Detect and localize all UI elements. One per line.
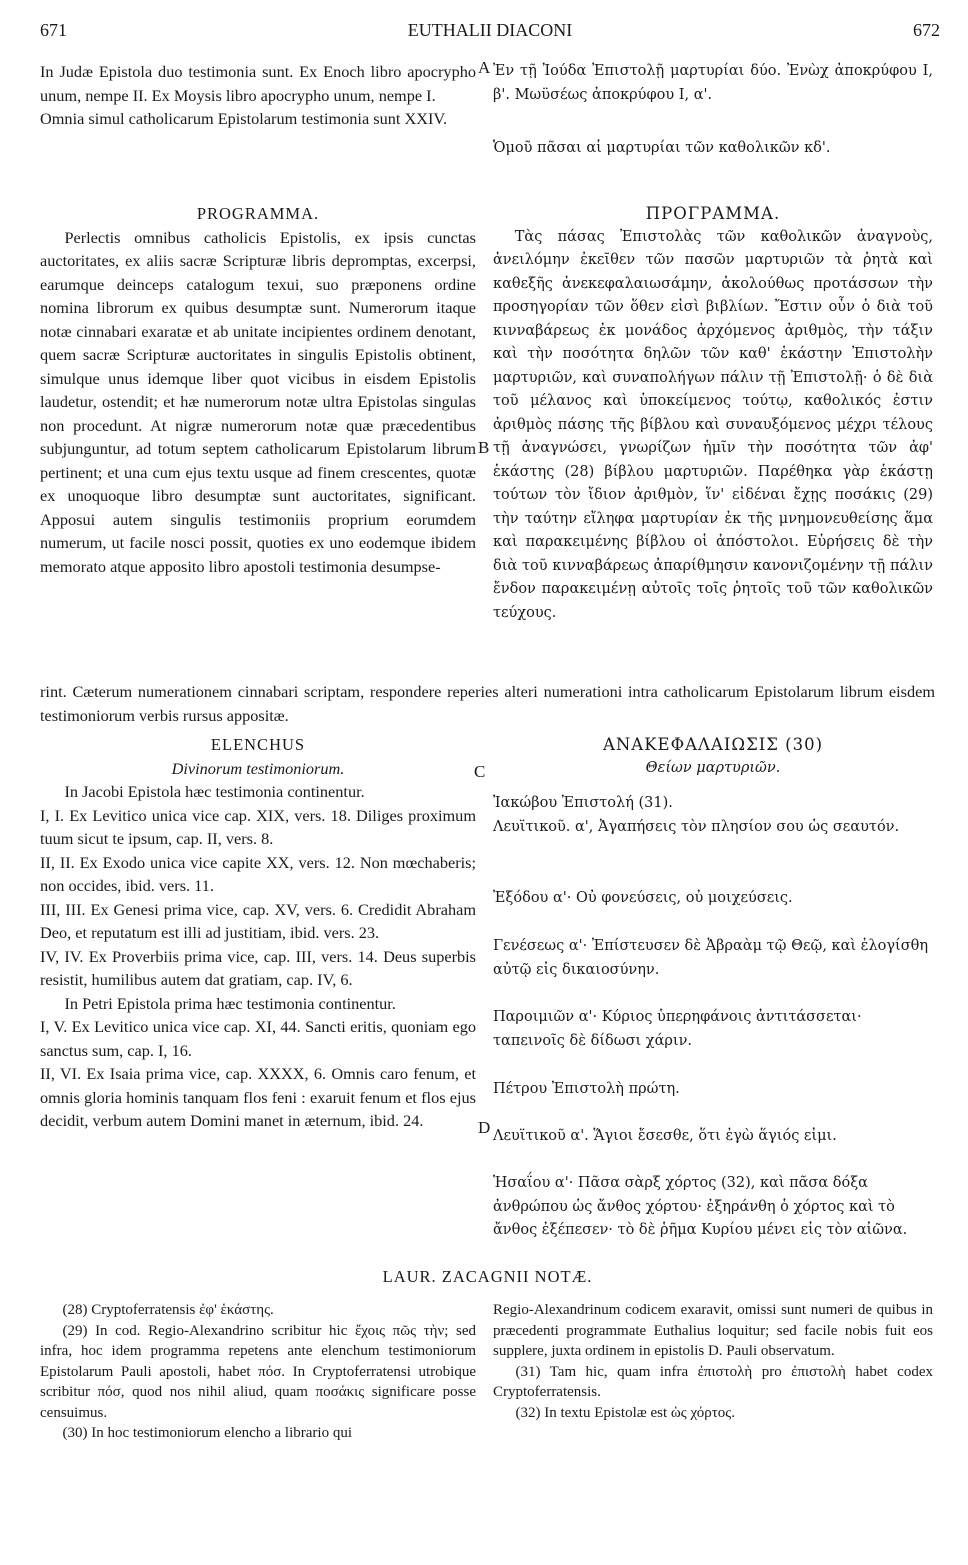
running-title: EUTHALII DIACONI bbox=[407, 20, 573, 40]
programma-greek-text: Τὰς πάσας Ἐπιστολὰς τῶν καθολικῶν ἀναγνοὺς, ἀνειλόμην ἐκεῖθεν τῶν πασῶν μαρτυριῶν τὰ ῥητὰ καὶ καθεξῆς ἀνεκεφαλαιωσάμην, ἀκολούθως προτάσσων τὴν προσηγορίαν τῶν ὅθεν εἰσὶ βιβλίων. Ἔστιν οὖν ὁ διὰ τοῦ κινναβάρεως ἐκ μονάδος ἀρχόμενος ἀριθμὸς, τὴν τάξιν καὶ τὴν ποσότητα δηλῶν τῶν καθ' ἑκάστην Ἐπιστολὴν μαρτυριῶν, καὶ συναπολήγων πάλιν τῇ Ἐπιστολῇ· ὁ δὲ διὰ τοῦ μέλανος καὶ ὑποκείμενος τούτῳ, καθολικός ἐστιν ἀριθμὸς πάσης τῆς βίβλου καὶ συναυξόμενος μέχρι τέλους τῇ ἀναγνώσει, γνωρίζων ἡμῖν τὴν ποσότητα τῶν ἀφ' ἑκάστης (28) βίβλου μαρτυριῶν. Παρέθηκα γὰρ ἑκάστῃ τούτων τὸν ἴδιον ἀριθμὸν, ἵν' εἰδέναι ἔχῃς ποσάκις (29) τὴν ταύτην εἴληφα μαρτυρίαν ἐκ τῆς μνημονευθείσης ἅμα καὶ παρακειμένης βίβλου οἱ ἀπόστολοι. Εὑρήσεις δὲ τὴν διὰ τοῦ κινναβάρεως ἀπαρίθμησιν κανονιζομένην τῇ πάλιν ἔνδον παρακειμένῃ αὐτοῖς τοῖς ῥητοῖς τοῦ τῶν καθολικῶν τεύχους. bbox=[493, 228, 933, 621]
note-item: (31) Tam hic, quam infra ἐπιστολὴ pro ἐπιστολὴ habet codex Cryptoferratensis. bbox=[493, 1363, 933, 1400]
elenchus-latin-entry: II, VI. Ex Isaia prima vice, cap. XXXX, 6. Omnis caro fenum, et omnis gloria hominis tanquam flos feni : exaruit fenum et flos ejus decidit, verbum autem Domini manet in æternum, ibid. 24. bbox=[40, 1064, 476, 1130]
elenchus-greek-entry: Γενέσεως α'· Ἐπίστευσεν δὲ Ἀβραὰμ τῷ Θεῷ, καὶ ἐλογίσθη αὐτῷ εἰς δικαιοσύνην. bbox=[493, 938, 929, 978]
programma-greek-title: ΠΡΟΓΡΑΜΜΑ. bbox=[645, 204, 781, 223]
latin-top-paragraph: Omnia simul catholicarum Epistolarum testimonia sunt XXIV. bbox=[40, 109, 448, 128]
elenchus-latin-entry: In Petri Epistola prima hæc testimonia continentur. bbox=[64, 993, 396, 1013]
elenchus-latin-entry: III, III. Ex Genesi prima vice, cap. XV, vers. 6. Credidit Abraham Deo, et reputatum est illi ad justitiam, ibid. vers. 23. bbox=[40, 899, 476, 942]
note-item: (29) In cod. Regio-Alexandrino scribitur hic ἔχοις πῶς τὴν; sed infra, hoc idem programma repetens ante elenchum testimoniorum Epistolarum Pauli apostoli, habet πόσ. In Cryptoferratensi utrobique scribitur πόσ, quod nos nihil aliud, quam ποσάκις significare posse censuimus. bbox=[40, 1322, 476, 1421]
programma-continuation-text: rint. Cæterum numerationem cinnabari scriptam, respondere reperies alteri numerationi intra catholicarum Epistolarum librum eisdem testimoniorum verbis rursus appositæ. bbox=[40, 682, 935, 725]
notes-title: LAUR. ZACAGNII NOTÆ. bbox=[382, 1267, 593, 1286]
running-header bbox=[40, 20, 940, 46]
elenchus-latin-entry: II, II. Ex Exodo unica vice capite XX, vers. 12. Non mœchaberis; non occides, ibid. vers. 11. bbox=[40, 852, 476, 895]
programma-continuation bbox=[40, 680, 935, 727]
note-item: (30) In hoc testimoniorum elencho a librario qui bbox=[62, 1425, 353, 1441]
greek-top-paragraph: Ἐν τῇ Ἰούδα Ἐπιστολῇ μαρτυρίαι δύο. Ἐνὼχ ἀποκρύφου I, β'. Μωϋσέως ἀποκρύφου I, α'. bbox=[493, 63, 933, 103]
margin-marker-c: C bbox=[474, 762, 486, 781]
elenchus-latin-title: ELENCHUS bbox=[210, 735, 306, 754]
margin-marker-d: D bbox=[478, 1118, 491, 1137]
programma-latin-text: Perlectis omnibus catholicis Epistolis, ex ipsis cunctas auctoritates, ex aliis sacræ Scripturæ libris depromptas, excerpsi, earumque deinceps catalogum texui, suo præponens ordine nomina librorum ex quibus desumptæ sunt. Numerorum itaque notæ cinnabari exaratæ et ab unitate incipientes ordinem denotant, quem sacræ Scripturæ auctoritates in singulis Epistolis obtinent, simulque unus idemque liber quot vicibus in eisdem Epistolis laudetur, ostendit; et hæ numerorum notæ ultra Epistolas singulas non procedunt. At nigræ numerorum notæ quæ præcedentibus subjunguntur, ad totum septem catholicarum Epistolarum librum pertinent; et una cum ejus textu usque ad finem crescentes, quotæ ex unoquoque libro desumptæ sunt auctoritates, significant. Apposui autem singulis testimoniis proprium eorumdem numerum, ut facile nosci possit, quoties ex uno eodemque ibidem memorato atque apposito libro apostoli testimonia desumpse- bbox=[40, 227, 476, 576]
notes-left bbox=[40, 1300, 476, 1444]
notes-right bbox=[493, 1300, 933, 1423]
greek-top-paragraph: Ὁμοῦ πᾶσαι αἱ μαρτυρίαι τῶν καθολικῶν κδ'. bbox=[493, 140, 831, 156]
elenchus-greek-entry: Ἡσαΐου α'· Πᾶσα σὰρξ χόρτος (32), καὶ πᾶσα δόξα ἀνθρώπου ὡς ἄνθος χόρτου· ἐξηράνθη ὁ χόρτος καὶ τὸ ἄνθος ἐξέπεσεν· τὸ δὲ ῥῆμα Κυρίου μένει εἰς τὸν αἰῶνα. bbox=[493, 1175, 908, 1238]
elenchus-latin-entry: In Jacobi Epistola hæc testimonia continentur. bbox=[64, 782, 365, 801]
note-item: Regio-Alexandrinum codicem exaravit, omissi sunt numeri de quibus in præcedenti programmate Euthalius loquitur; sed facile nobis fuit eos supplere, juxta ordinem in epistolis D. Pauli observatum. bbox=[493, 1302, 933, 1359]
elenchus-latin-subtitle: Divinorum testimoniorum. bbox=[171, 758, 345, 778]
margin-marker-a: A bbox=[478, 58, 491, 77]
note-item: (28) Cryptoferratensis ἐφ' ἑκάστης. bbox=[62, 1302, 274, 1318]
elenchus-greek-entry: Λευϊτικοῦ. α', Ἀγαπήσεις τὸν πλησίον σου ὡς σεαυτόν. bbox=[493, 819, 900, 835]
elenchus-greek-title: ΑΝΑΚΕΦΑΛΑΙΩΣΙΣ (30) bbox=[602, 735, 824, 754]
programma-latin-title: PROGRAMMA. bbox=[196, 204, 320, 223]
left-page-number: 671 bbox=[40, 20, 67, 40]
elenchus-latin bbox=[40, 733, 476, 1133]
elenchus-greek-entry: Ἰακώβου Ἐπιστολή (31). bbox=[493, 795, 673, 811]
programma-greek bbox=[493, 202, 933, 625]
latin-top-paragraph: In Judæ Epistola duo testimonia sunt. Ex Enoch libro apocrypho unum, nempe II. Ex Moysis libro apocrypho unum, nempe I. bbox=[40, 62, 476, 105]
elenchus-greek-entry: Παροιμιῶν α'· Κύριος ὑπερηφάνοις ἀντιτάσσεται· ταπεινοῖς δὲ δίδωσι χάριν. bbox=[493, 1009, 862, 1049]
elenchus-greek-subtitle: Θείων μαρτυριῶν. bbox=[645, 759, 781, 776]
elenchus-greek-entry: Πέτρου Ἐπιστολὴ πρώτη. bbox=[493, 1081, 680, 1097]
elenchus-latin-entry: I, I. Ex Levitico unica vice cap. XIX, vers. 18. Diliges proximum tuum sicut te ipsum, cap. II, vers. 8. bbox=[40, 805, 476, 848]
margin-marker-b: B bbox=[478, 438, 490, 457]
greek-top-block bbox=[493, 60, 933, 161]
latin-top-block bbox=[40, 60, 476, 131]
note-item: (32) In textu Epistolæ est ὡς χόρτος. bbox=[515, 1404, 735, 1421]
elenchus-greek-entry: Λευϊτικοῦ α'. Ἅγιοι ἔσεσθε, ὅτι ἐγὼ ἅγιός εἰμι. bbox=[493, 1128, 837, 1144]
elenchus-latin-entry: I, V. Ex Levitico unica vice cap. XI, 44. Sancti eritis, quoniam ego sanctus sum, cap. I, 16. bbox=[40, 1017, 476, 1060]
programma-latin bbox=[40, 202, 476, 578]
elenchus-latin-entry: IV, IV. Ex Proverbiis prima vice, cap. III, vers. 14. Deus superbis resistit, humilibus autem dat gratiam, cap. IV, 6. bbox=[40, 946, 476, 989]
elenchus-greek-entry: Ἐξόδου α'· Οὐ φονεύσεις, οὐ μοιχεύσεις. bbox=[493, 890, 793, 906]
right-page-number: 672 bbox=[913, 20, 940, 40]
